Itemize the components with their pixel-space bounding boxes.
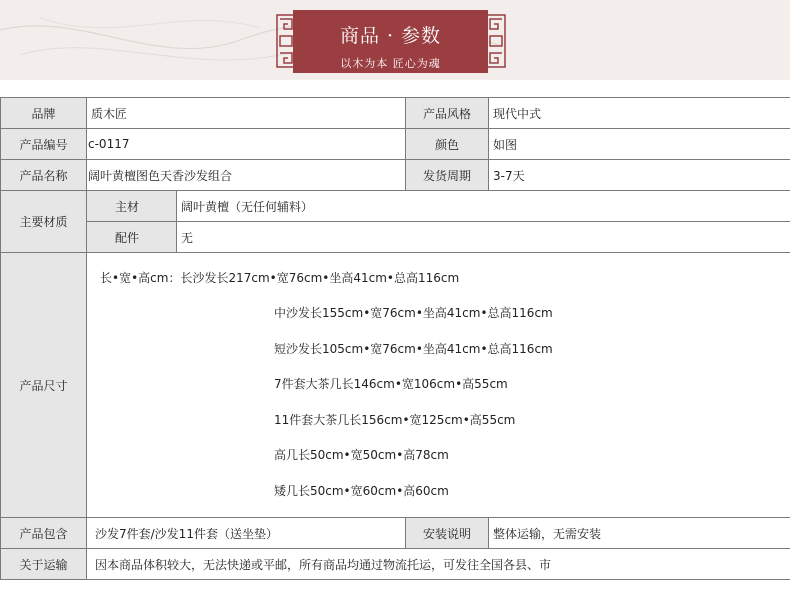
install-value: 整体运输，无需安装 — [489, 518, 790, 549]
size-line: 7件套大茶几长146cm•宽106cm•高55cm — [274, 377, 508, 392]
size-line: 短沙发长105cm•宽76cm•坐高41cm•总高116cm — [274, 341, 553, 356]
style-value: 现代中式 — [489, 98, 790, 129]
package-label: 产品包含 — [1, 518, 87, 549]
size-line: 11件套大茶几长156cm•宽125cm•高55cm — [274, 412, 516, 427]
main-material-label: 主材 — [87, 191, 177, 222]
size-line: 长•宽•高cm：长沙发长217cm•宽76cm•坐高41cm•总高116cm — [100, 270, 460, 285]
spec-table — [0, 97, 790, 580]
style-label: 产品风格 — [406, 98, 489, 129]
install-label: 安装说明 — [406, 518, 489, 549]
transport-label: 关于运输 — [1, 549, 87, 580]
table-row — [1, 191, 790, 222]
banner-subtitle: 以木为本 匠心为魂 — [340, 57, 441, 70]
color-value: 如图 — [489, 129, 790, 160]
brand-value: 质木匠 — [87, 98, 406, 129]
table-row — [1, 549, 790, 580]
table-row — [1, 222, 790, 253]
table-row — [1, 129, 790, 160]
size-values — [87, 253, 790, 518]
name-value: 阔叶黄檀图色天香沙发组合 — [87, 160, 406, 191]
size-line: 中沙发长155cm•宽76cm•坐高41cm•总高116cm — [274, 306, 553, 321]
lattice-ornament-right — [486, 14, 506, 68]
code-label: 产品编号 — [1, 129, 87, 160]
header-banner — [0, 0, 790, 80]
code-value: c-0117 — [87, 129, 406, 160]
accessory-label: 配件 — [87, 222, 177, 253]
ship-value: 3-7天 — [489, 160, 790, 191]
table-row — [1, 98, 790, 129]
size-line: 矮几长50cm•宽60cm•高60cm — [274, 483, 449, 498]
size-line: 高几长50cm•宽50cm•高78cm — [274, 448, 449, 463]
ship-label: 发货周期 — [406, 160, 489, 191]
main-material-value: 阔叶黄檀（无任何辅料） — [177, 191, 790, 222]
material-label: 主要材质 — [1, 191, 87, 253]
banner-title: 商品 · 参数 — [339, 25, 442, 47]
name-label: 产品名称 — [1, 160, 87, 191]
color-label: 颜色 — [406, 129, 489, 160]
table-row — [1, 518, 790, 549]
accessory-value: 无 — [177, 222, 790, 253]
table-row — [1, 253, 790, 518]
package-value: 沙发7件套/沙发11件套（送坐垫） — [87, 518, 406, 549]
brand-label: 品牌 — [1, 98, 87, 129]
size-label: 产品尺寸 — [1, 253, 87, 518]
title-plaque — [293, 10, 488, 73]
table-row — [1, 160, 790, 191]
transport-value: 因本商品体积较大，无法快递或平邮，所有商品均通过物流托运，可发往全国各县、市 — [87, 549, 790, 580]
